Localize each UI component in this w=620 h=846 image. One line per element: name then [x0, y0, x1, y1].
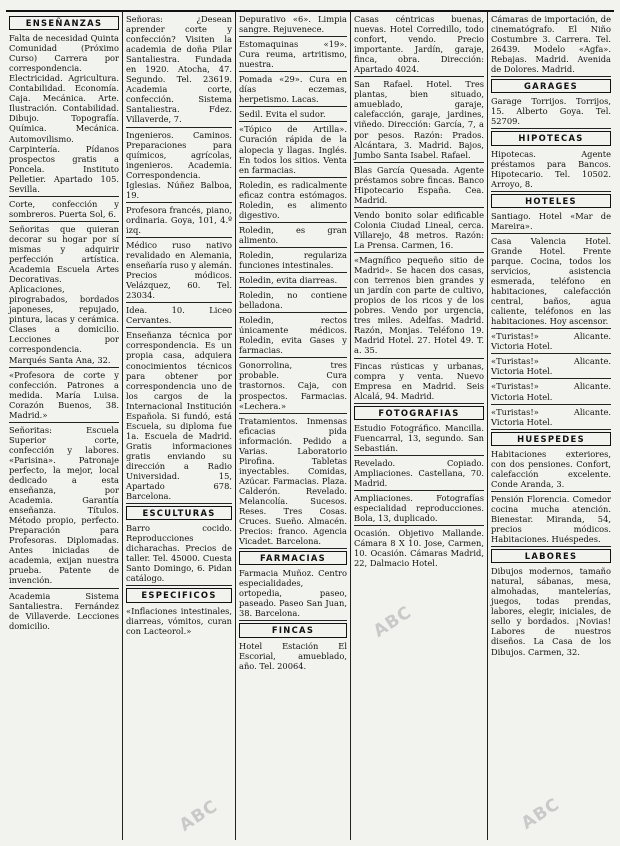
classified-ad: Pensión Florencia. Comedor cocina mucha atención. Bienestar. Miranda, 54, precios módicos. Habitaciones. Huéspedes. [491, 494, 611, 547]
classified-ad: Hipotecas. Agente préstamos para Bancos. Hipotecario. Tel. 10502. Arroyo, 8. [491, 149, 611, 192]
classified-ad: Pomada «29». Cura en días eczemas, herpetismo. Lacas. [239, 74, 347, 107]
classified-ad: «Turistas!» Alicante. Victoria Hotel. [491, 331, 611, 354]
abc-watermark: ABC [175, 796, 222, 836]
classified-ad: Habitaciones exteriores, con dos pensiones. Confort, calefacción excelente. Conde Aranda, 3. [491, 449, 611, 492]
classified-ad: Señoritas: Escuela Superior corte, confección y labores. «Parisina». Patronaje perfecto, la mejor, local dedicado a esta enseñanza, por Academia. Garantía enseñanza. Títulos. Método propio, perfecto. Preparación para Profesoras. Diplomadas. Antes iniciadas de academia, exijan nuestra prueba. Patente de invención. [9, 425, 119, 589]
classified-ad: San Rafael. Hotel. Tres plantas, bien situado, amueblado, garaje, calefacción, garaje, jardines, viñedo. Dirección: García, 7, a por pesos. Razón: Prados. Alcántara, 3. Madrid. Bajos, Jumbo Santa Isabel. Rafael. [354, 79, 484, 162]
classified-ad: Profesora francés, piano, ordinaria. Goya, 101, 4.º izq. [126, 205, 232, 238]
abc-watermark: ABC [517, 794, 564, 834]
classified-ad: Santiago. Hotel «Mar de Mareira». [491, 211, 611, 234]
classified-ad: Farmacia Muñoz. Centro especialidades, ortopedia, paseo, paseado. Paseo San Juan, 38. Barcelona. [239, 568, 347, 621]
classified-columns [6, 10, 614, 840]
column-5 [488, 12, 614, 840]
classified-ad: «Tópico de Artilla». Curación rápida de la alopecia y llagas. Inglés. En todos los sitios. Venta en farmacias. [239, 124, 347, 177]
classified-ad: «Magnífico pequeño sitio de Madrid». Se hacen dos casas, con terrenos bien grandes y un jardín con parte de cultivo, propios de los ricos y de los pobres. Vendo por urgencia, tres miles. Adelfas. Madrid. Razón, Monjas. Teléfono 19. Madrid Hotel. 27. Hotel 49. T. a. 35. [354, 255, 484, 358]
classified-ad: Médico ruso nativo revalidado en Alemania, enseñaría ruso y alemán. Precios módicos. Velázquez, 60. Tel. 23034. [126, 240, 232, 303]
classified-ad: Cámaras de importación, de cinematógrafo. El Niño Costumbre 3. Carrera. Tel. 26439. Modelo «Agfa». Rebajas. Madrid. Avenida de Dolores. Madrid. [491, 14, 611, 77]
classified-ad: «Turistas!» Alicante. Victoria Hotel. [491, 407, 611, 430]
classified-ad: Revelado. Copiado. Ampliaciones. Castellana, 70. Madrid. [354, 458, 484, 491]
classified-ad: Señoritas que quieran decorar su hogar por sí mismas y adquirir perfección artística. Academia Escuela Artes Decorativas. Aplicaciones, pirograbados, bordados japoneses, repujado, pintura, lacas y cerámica. Clases a domicilio. Lecciones por correspondencia. Marqués Santa Ana, 32. [9, 224, 119, 368]
abc-watermark: ABC [369, 602, 416, 642]
classified-ad: Roledin, rectos únicamente médicos. Roledin, evita Gases y farmacias. [239, 315, 347, 358]
classified-ad: Ingenieros. Caminos. Preparaciones para químicos, agrícolas, ingenieros. Academia. Correspondencia. Iglesias. Núñez Balboa, 19. [126, 130, 232, 203]
classified-ad: Tratamientos. Inmensas eficacias pida información. Pedido a Varias. Laboratorio Pirofina. Tabletas inyectables. Comidas, Azúcar. Farmacias. Plaza. Calderón. Revelado. Melancolía. Sucesos. Reses. Tres Cosas. Cruces. Sueño. Almacén. Precios: franco. Agencia Vicadet. Barcelona. [239, 416, 347, 550]
classified-ad: Idea. 10. Liceo Cervantes. [126, 305, 232, 328]
section-heading: ESPECIFICOS [126, 588, 232, 602]
section-heading: ESCULTURAS [126, 506, 232, 520]
classified-ad: Estudio Fotográfico. Mancilla. Fuencarral, 13, segundo. San Sebastián. [354, 423, 484, 456]
classified-ad: Sedil. Evita el sudor. [239, 109, 347, 122]
classified-ad: Vendo bonito solar edificable Colonia Ciudad Lineal, cerca. Villarejo, 48 metros. Razón: La Prensa. Carmen, 16. [354, 210, 484, 253]
classified-ad: Roledin, es radicalmente eficaz contra estómagos. Roledin, es alimento digestivo. [239, 180, 347, 223]
section-heading: FINCAS [239, 623, 347, 637]
classified-ad: Academia Sistema Santaliestra. Fernández de Villaverde. Lecciones domicilio. [9, 590, 119, 631]
column-4 [351, 12, 488, 840]
classified-ad: Roledin, regulariza funciones intestinales. [239, 250, 347, 273]
classified-ad: «Turistas!» Alicante. Victoria Hotel. [491, 356, 611, 379]
section-heading: HOTELES [491, 194, 611, 208]
classified-ad: Roledin, evita diarreas. [239, 275, 347, 288]
classified-ad: Garage Torrijos. Torrijos, 15. Alberto Goya. Tel. 52709. [491, 96, 611, 129]
section-heading: FOTOGRAFIAS [354, 406, 484, 420]
classified-ad: Señoras: ¿Desean aprender corte y confección? Visiten la academia de doña Pilar Santaliestra. Fundada en 1920. Atocha, 47. Segundo. Tel. 23619. Academia corte, confección. Sistema Santaliestra. Fdez. Villaverde, 7. [126, 14, 232, 128]
classified-ad: Casa Valencia Hotel. Grande Hotel. Frente parque. Cocina, todos los servicios, asistencia esmerada, teléfono en habitaciones, calefacción central, baños, agua caliente, teléfonos en las habitaciones. Hoy ascensor. [491, 236, 611, 329]
section-heading: FARMACIAS [239, 551, 347, 565]
classified-ad: «Turistas!» Alicante. Victoria Hotel. [491, 381, 611, 404]
classified-ad: Hotel Estación El Escorial, amueblado, año. Tel. 20064. [239, 640, 347, 671]
classified-ad: Fincas rústicas y urbanas, compra y venta. Nuevo Empresa en Madrid. Seis Alcalá, 94. Madrid. [354, 361, 484, 404]
classified-ad: Estomaquinas «19». Cura reuma, artritismo, nuestra. [239, 39, 347, 72]
classified-ad: Roledin, no contiene belladona. [239, 290, 347, 313]
classified-ad: Depurativo «6». Limpia sangre. Rejuvenece. [239, 14, 347, 37]
classified-ad: Ocasión. Objetivo Mallande. Cámara 8 X 10. Jose, Carmen, 10. Ocasión. Cámaras Madrid, 22, Dalmacio Hotel. [354, 528, 484, 569]
classified-ad: Gonorrolina, tres probable. Cura trastornos. Caja, con prospectos. Farmacias. «Lechera.» [239, 360, 347, 413]
classified-ad: Casas céntricas buenas, nuevas. Hotel Corredillo, todo confort, vendo. Precio importante. Jardín, garaje, finca, obra. Dirección: Apartado 4024. [354, 14, 484, 77]
classified-ad: «Profesora de corte y confección. Patrones a medida. María Luisa. Corazón Buenos, 38. Madrid.» [9, 370, 119, 423]
section-heading: LABORES [491, 549, 611, 563]
column-3 [236, 12, 351, 840]
classified-ad: «Inflaciones intestinales, diarreas, vómitos, curan con Lacteorol.» [126, 605, 232, 636]
classified-ad: Barro cocido. Reproducciones dicharachas. Precios de taller. Tel. 45000. Cuesta Santo Domingo, 6. Pidan catálogo. [126, 523, 232, 586]
classified-ad: Dibujos modernos, tamaño natural, sábanas, mesa, almohadas, mantelerías, juegos, todas prendas, labores, elegir, iniciales, de sello y bordados. ¡Novias! Labores de nuestros diseños. La Casa de los Dibujos. Carmen, 32. [491, 566, 611, 657]
section-heading: ENSEÑANZAS [9, 16, 119, 30]
classified-ad: Falta de necesidad Quinta Comunidad (Próximo Curso) Carrera por correspondencia. Electricidad. Agricultura. Contabilidad. Economía. Caja. Mecánica. Arte. Ilustración. Contabilidad. Dibujo. Topografía. Química. Mecánica. Automovilismo. Carpintería. Pídanos prospectos gratis a Poncela. Instituto Pelletier. Apartado 105. Sevilla. [9, 33, 119, 197]
column-1 [6, 12, 123, 840]
section-heading: HIPOTECAS [491, 131, 611, 145]
column-2 [123, 12, 236, 840]
classified-ad: Corte, confección y sombreros. Puerta Sol, 6. [9, 199, 119, 222]
section-heading: HUESPEDES [491, 432, 611, 446]
section-heading: GARAGES [491, 79, 611, 93]
classified-ad: Enseñanza técnica por correspondencia. Es un propia casa, adquiera conocimientos técnicos para obtener por correspondencia uno de los cargos de la Internacional Institución Española. Si fundó, está Escuela, su diploma fue 1a. Escuela de Madrid. Gratis informaciones gratis enviando su dirección a Radio Universidad. 15, Apartado 678. Barcelona. [126, 330, 232, 504]
classified-ad: Ampliaciones. Fotografías especialidad reproducciones. Bola, 13, duplicado. [354, 493, 484, 526]
classified-ad: Roledin, es gran alimento. [239, 225, 347, 248]
classified-ad: Blas García Quesada. Agente préstamos sobre fincas. Banco Hipotecario España. Cea. Madrid. [354, 165, 484, 208]
